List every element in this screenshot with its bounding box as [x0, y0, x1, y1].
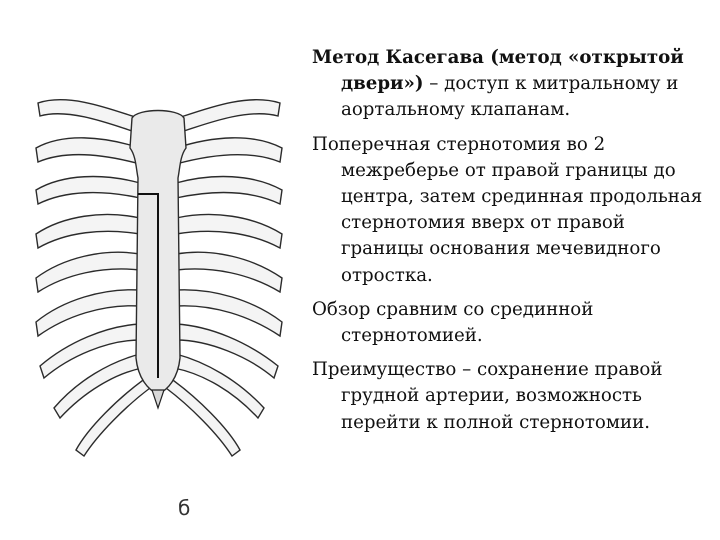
- paragraph-method: [312, 45, 708, 124]
- paragraph-advantage: Преимущество – сохранение правой грудной артерии, возможность перейти к полной стернотомии.: [312, 359, 663, 433]
- paragraph-comparison: Обзор сравним со срединной стернотомией.: [312, 298, 594, 347]
- text-block: [312, 45, 708, 444]
- ribcage-svg: [28, 78, 290, 478]
- figure-caption-letter: б: [178, 496, 191, 520]
- paragraph-procedure: Поперечная стернотомия во 2 межреберье от правой границы до центра, затем срединная продольная стернотомия вверх от правой границы основания мечевидного отростка.: [312, 133, 703, 286]
- method-description: – доступ к митральному и аортальному клапанам.: [341, 73, 679, 121]
- method-title: Метод Касегава (метод «открытой двери»): [312, 47, 684, 95]
- ribcage-illustration: [28, 78, 290, 520]
